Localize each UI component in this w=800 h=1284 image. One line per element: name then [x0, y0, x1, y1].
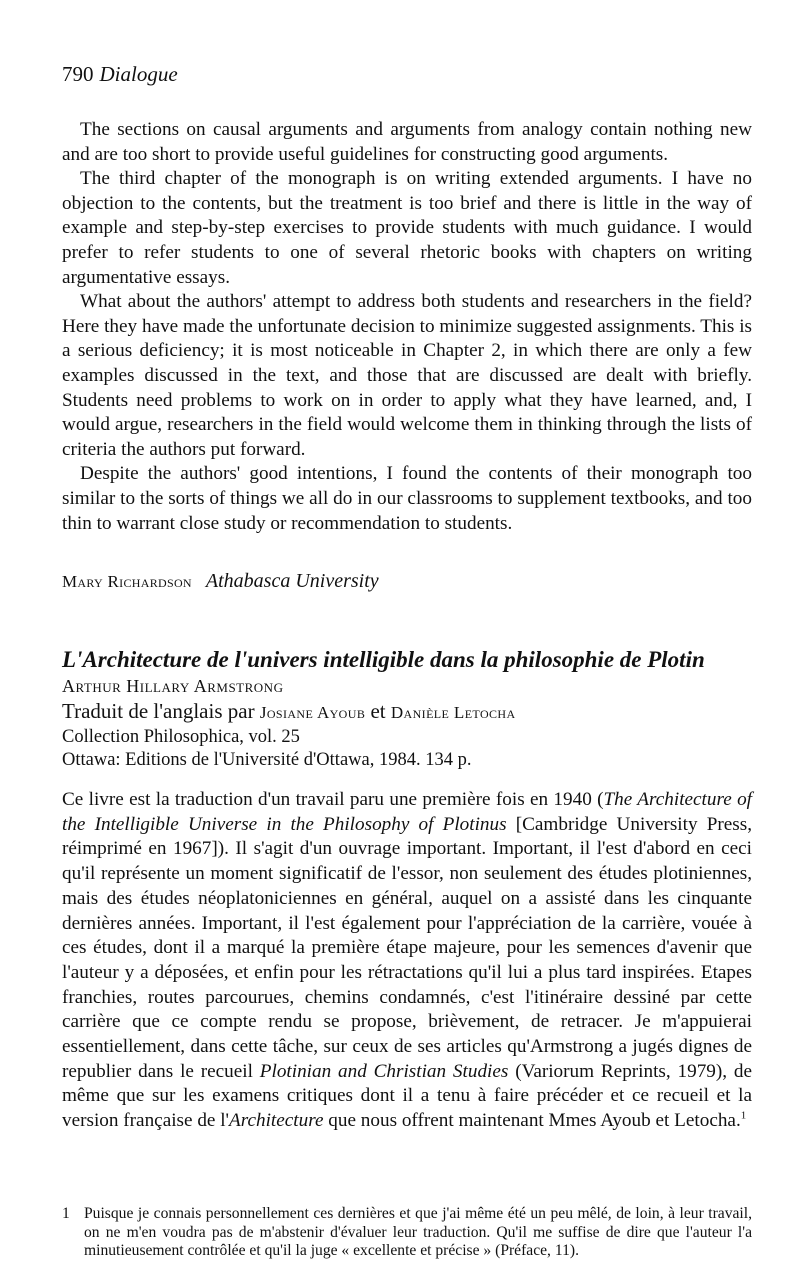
book-collection: Collection Philosophica, vol. 25	[62, 727, 300, 747]
review2-text-1: Ce livre est la traduction d'un travail paru une première fois en 1940 (	[62, 789, 604, 810]
review1-paragraph: What about the authors' attempt to address both students and researchers in the field? Here they have made the unfortunate decision to minimize suggested assignments. This is a serious deficiency; it is most noticeable in Chapter 2, in which there are only a few examples discussed in the text, and those that are discussed are dealt with briefly. Students need problems to work on in order to apply what they have learned, and, I would argue, researchers in the field would welcome them in thinking through the lists of criteria the authors put forward.	[62, 291, 752, 460]
review1-paragraph: The third chapter of the monograph is on writing extended arguments. I have no objection to the contents, but the treatment is too brief and there is little in the way of example and step-by-step exercises to provide students with much guidance. I would prefer to refer students to one of several rhetoric books with chapters on writing argumentative essays.	[62, 168, 752, 288]
footnote-reference[interactable]: 1	[740, 1109, 747, 1122]
footnote-number: 1	[62, 1205, 70, 1222]
review1-body	[62, 118, 752, 536]
reviewer-name: Mary Richardson	[62, 572, 192, 591]
cited-title-1: The Architecture of the Intelligible Universe in the Philosophy of Plotinus	[62, 789, 752, 835]
review2-body	[62, 788, 752, 1134]
book-author: Arthur Hillary Armstrong	[62, 676, 284, 696]
reviewer-institution: Athabasca University	[205, 570, 379, 592]
translator-2: Danièle Letocha	[390, 703, 516, 722]
cited-title-3: Architecture	[229, 1110, 324, 1132]
reviewer-signature	[62, 570, 379, 593]
translator-line	[62, 698, 762, 726]
journal-title: Dialogue	[99, 62, 178, 86]
translated-prefix: Traduit de l'anglais par	[62, 699, 255, 723]
review2-text-4: que nous offrent maintenant Mmes Ayoub et Letocha.	[323, 1110, 741, 1132]
review1-paragraph: The sections on causal arguments and arguments from analogy contain nothing new and are too short to provide useful guidelines for constructing good arguments.	[62, 119, 752, 165]
review1-paragraph: Despite the authors' good intentions, I found the contents of their monograph too similar to the sorts of things we all do in our classrooms to supplement textbooks, and too thin to warrant close study or recommendation to students.	[62, 463, 752, 534]
review2-text-3: (Variorum Reprints, 1979), de même que sur les examens critiques dont il a tenu à faire précéder et ce recueil et la version française de l'	[62, 1060, 753, 1132]
running-header	[62, 62, 178, 87]
footnote	[62, 1205, 752, 1261]
review2-text-2: [Cambridge University Press, réimprimé en 1967]). Il s'agit d'un ouvrage important. Important, il l'est d'abord en ceci qu'il représente un moment significatif de l'essor, non seulement des études plotiniennes, mais des études néoplatoniciennes en général, auquel on a assisté dans les cinquante dernières années. Important, il l'est également pour l'appréciation de la carrière, vouée à ces études, dont il a marqué la première étape majeure, pour les semences d'avenir que l'auteur y a déposées, et enfin pour les rétractations qu'il lui a plus tard inspirées. Etapes franchies, routes parcourues, chemins condamnés, c'est l'itinéraire dessiné par cette carrière que ce compte rendu se propose, brièvement, de retracer. Je m'appuierai essentiellement, dans cette tâche, sur ceux de ses articles qu'Armstrong a jugés dignes de republier dans le recueil	[62, 813, 753, 1082]
book-publication: Ottawa: Editions de l'Université d'Ottawa, 1984. 134 p.	[62, 750, 472, 770]
cited-title-2: Plotinian and Christian Studies	[259, 1060, 509, 1082]
book-title: L'Architecture de l'univers intelligible dans la philosophie de Plotin	[62, 647, 705, 672]
page-number: 790	[62, 62, 94, 86]
review2-heading	[62, 646, 762, 772]
footnote-text: Puisque je connais personnellement ces dernières et que j'ai même été un peu mêlé, de loin, à leur travail, on ne m'en voudra pas de m'abstenir d'évaluer leur traduction. Qu'il me suffise de dire que l'auteur l'a minutieusement contrôlée et qu'il la juge « excellente et précise » (Préface, 11).	[84, 1205, 752, 1260]
translated-and: et	[370, 699, 386, 723]
review2-paragraph	[62, 788, 752, 1134]
translator-1: Josiane Ayoub	[259, 703, 366, 722]
